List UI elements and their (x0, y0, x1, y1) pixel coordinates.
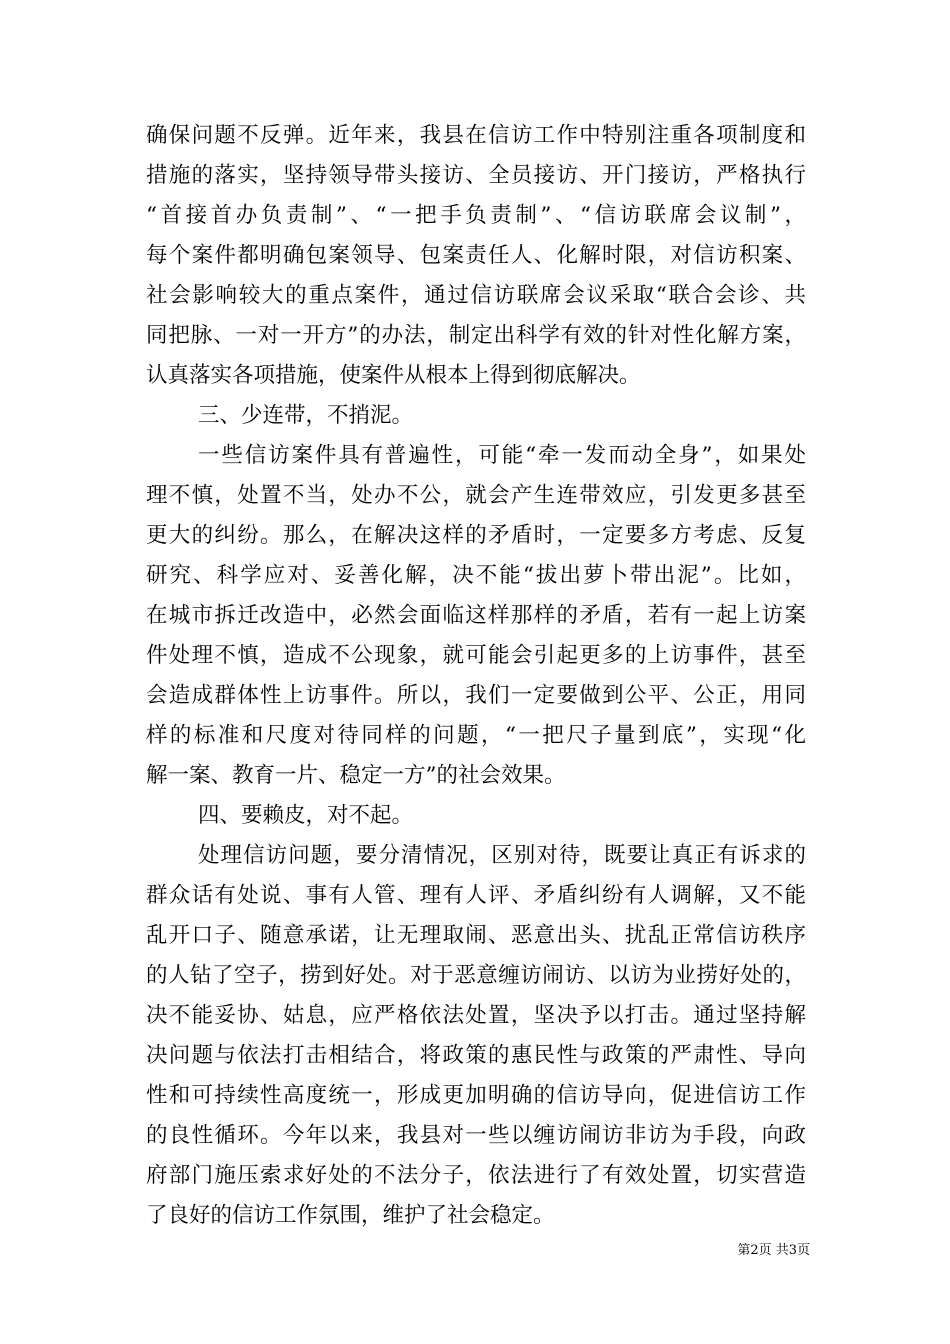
text-line: 解一案、教育一片、稳定一方”的社会效果。 (146, 763, 566, 788)
section-heading: 四、要赖皮，对不起。 (198, 803, 414, 828)
text-line: 的人钻了空子，捞到好处。对于恶意缠访闹访、以访为业捞好处的， (146, 963, 806, 988)
text-line: 乱开口子、随意承诺，让无理取闹、恶意出头、扰乱正常信访秩序 (146, 923, 806, 948)
text-line: 在城市拆迁改造中，必然会面临这样那样的矛盾，若有一起上访案 (146, 603, 806, 628)
text-line: 一些信访案件具有普遍性，可能“牵一发而动全身”，如果处 (198, 443, 806, 468)
text-line: 理不慎，处置不当，处办不公，就会产生连带效应，引发更多甚至 (146, 483, 806, 508)
text-line: “首接首办负责制”、“一把手负责制”、“信访联席会议制”， (146, 203, 806, 228)
text-line: 了良好的信访工作氛围，维护了社会稳定。 (146, 1203, 555, 1228)
text-line: 决不能妥协、姑息，应严格依法处置，坚决予以打击。通过坚持解 (146, 1003, 806, 1028)
text-line: 的良性循环。今年以来，我县对一些以缠访闹访非访为手段，向政 (146, 1123, 806, 1148)
text-line: 认真落实各项措施，使案件从根本上得到彻底解决。 (146, 363, 641, 388)
text-line: 每个案件都明确包案领导、包案责任人、化解时限，对信访积案、 (146, 243, 806, 268)
text-line: 处理信访问题，要分清情况，区别对待，既要让真正有诉求的 (198, 843, 806, 868)
text-line: 群众话有处说、事有人管、理有人评、矛盾纠纷有人调解，又不能 (146, 883, 806, 908)
text-line: 件处理不慎，造成不公现象，就可能会引起更多的上访事件，甚至 (146, 643, 806, 668)
section-heading: 三、少连带，不捎泥。 (198, 403, 414, 428)
document-body (146, 116, 806, 1236)
text-line: 会造成群体性上访事件。所以，我们一定要做到公平、公正，用同 (146, 683, 806, 708)
text-line: 样的标准和尺度对待同样的问题，“一把尺子量到底”，实现“化 (146, 723, 806, 748)
text-line: 决问题与依法打击相结合，将政策的惠民性与政策的严肃性、导向 (146, 1043, 806, 1068)
text-line: 性和可持续性高度统一，形成更加明确的信访导向，促进信访工作 (146, 1083, 806, 1108)
text-line: 社会影响较大的重点案件，通过信访联席会议采取“联合会诊、共 (146, 283, 806, 308)
page-number-footer: 第2页 共3页 (737, 1243, 810, 1258)
text-line: 更大的纠纷。那么，在解决这样的矛盾时，一定要多方考虑、反复 (146, 523, 806, 548)
text-line: 府部门施压索求好处的不法分子，依法进行了有效处置，切实营造 (146, 1163, 806, 1188)
text-line: 措施的落实，坚持领导带头接访、全员接访、开门接访，严格执行 (146, 163, 806, 188)
text-line: 研究、科学应对、妥善化解，决不能“拔出萝卜带出泥”。比如， (146, 563, 806, 588)
text-line: 确保问题不反弹。近年来，我县在信访工作中特别注重各项制度和 (146, 123, 806, 148)
text-line: 同把脉、一对一开方”的办法，制定出科学有效的针对性化解方案， (146, 323, 806, 348)
